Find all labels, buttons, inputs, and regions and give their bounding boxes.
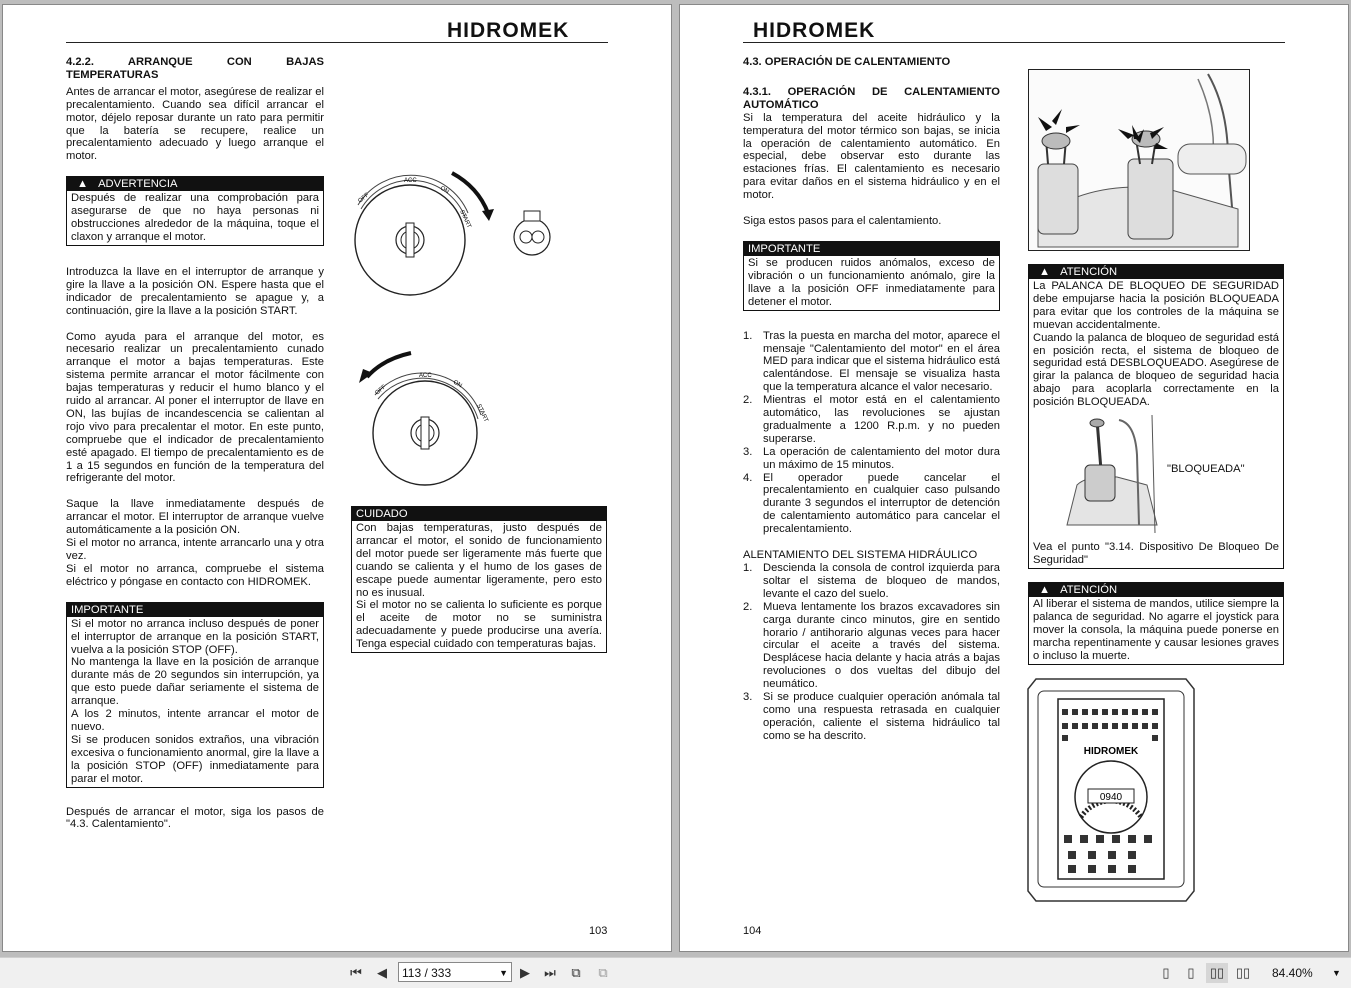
right-text-column bbox=[743, 56, 1000, 756]
atencion-column bbox=[1028, 264, 1284, 678]
rotate-icon[interactable]: ⧉ bbox=[571, 965, 581, 980]
intro-paragraph: Si la temperatura del aceite hidráulico y la temperatura del motor térmico son bajas, se inicia la operación de calentamiento automático. En especial, debe observar esto durante las estaciones frías. El calentamiento es necesario para evitar daños en el sistema hidráulico y en el motor. bbox=[743, 111, 1000, 202]
list-item: 1. Tras la puesta en marcha del motor, aparece el mensaje "Calentamiento del motor" en el área MED para indicar que el sistema hidráulico está calentándose. El mensaje se visualiza hasta que la temperatura alcance el valor necesario. bbox=[743, 329, 1000, 394]
dial-label-on: ON bbox=[452, 379, 463, 390]
display-value-text: 0940 bbox=[1099, 792, 1123, 803]
display-brand-text: HIDROMEK bbox=[1083, 746, 1139, 757]
box-title: ATENCIÓN bbox=[1060, 584, 1118, 596]
section-heading: 4.2.2. ARRANQUE CON BAJAS TEMPERATURAS bbox=[66, 56, 324, 81]
list-item: 1. Descienda la consola de control izquierda para soltar el sistema de bloqueo de mandos, levante el cazo del suelo. bbox=[743, 562, 1000, 600]
header-rule bbox=[66, 42, 608, 43]
dial-label-off: OFF bbox=[374, 384, 388, 397]
zoom-level[interactable]: 84.40% bbox=[1272, 966, 1313, 980]
list-item: 3. Si se produce cualquier operación anómala tal como una respuesta retrasada en cualquier operación, caliente el sistema hidráulico tal como se ha descrito. bbox=[743, 691, 1000, 742]
dial-label-acc: ACC bbox=[404, 178, 417, 184]
section-heading: 4.3. OPERACIÓN DE CALENTAMIENTO bbox=[743, 56, 951, 68]
hidromek-logo: HIDROMEK bbox=[447, 19, 570, 42]
box-line: Con bajas temperaturas, justo después de arrancar el motor, el sonido de funcionamiento del motor puede ser ligeramente más fuerte que cuando se calienta y el humo de los gases de escape puede aumentar ligeramente, pero esto no es inusual. bbox=[356, 522, 602, 599]
page-indicator-text: 113 / 333 bbox=[402, 966, 452, 980]
key-paragraph: Introduzca la llave en el interruptor de arranque y gire la llave a la posición ON. Espere hasta que el indicador de precalentamiento se apague y, a continuación, gire la llave a la posición START. bbox=[66, 265, 324, 317]
single-page-view-icon[interactable]: ▯ bbox=[1162, 965, 1170, 980]
list-item: 4. El operador puede cancelar el precalentamiento en cualquier caso pulsando durante 3 segundos el interruptor de detención de calentamiento automático para cancelar el precalentamiento. bbox=[743, 471, 1000, 536]
box-body: Después de realizar una comprobación para asegurarse de que no haya personas ni obstrucciones alrededor de la máquina, toque el claxon y arranque el motor. bbox=[71, 192, 319, 243]
previous-page-icon[interactable]: ◀ bbox=[377, 965, 387, 980]
release-paragraph: Saque la llave inmediatamente después de arrancar el motor. El interruptor de arranque vuelve automáticamente a la posición ON. bbox=[66, 498, 324, 537]
fit-page-icon[interactable]: ⧉ bbox=[598, 965, 608, 980]
continuous-view-icon[interactable]: ▯ bbox=[1187, 965, 1195, 980]
box-title: ADVERTENCIA bbox=[98, 178, 178, 191]
atencion-joystick-box bbox=[1028, 582, 1284, 665]
key-switch-diagram-start bbox=[348, 165, 558, 305]
warmup-steps bbox=[743, 330, 1000, 537]
next-page-icon[interactable]: ▶ bbox=[520, 965, 530, 980]
first-page-icon[interactable]: ⏮ bbox=[350, 965, 362, 980]
after-start-paragraph: Después de arrancar el motor, siga los pasos de "4.3. Calentamiento". bbox=[66, 805, 324, 831]
contact-paragraph: Si el motor no arranca, compruebe el sistema eléctrico y póngase en contacto con HIDROMEK. bbox=[66, 562, 324, 588]
retry-paragraph: Si el motor no arranca, intente arrancarlo una y otra vez. bbox=[66, 537, 324, 562]
key-switch-diagram-release bbox=[353, 345, 503, 490]
pdf-page-104 bbox=[679, 4, 1349, 952]
hydraulic-heading: ALENTAMIENTO DEL SISTEMA HIDRÁULICO bbox=[743, 549, 978, 562]
page-number-input[interactable] bbox=[398, 962, 512, 982]
warning-icon: ▲ bbox=[1039, 584, 1051, 596]
box-title: IMPORTANTE bbox=[744, 242, 999, 256]
subsection-heading: 4.3.1. OPERACIÓN DE CALENTAMIENTO AUTOMÁTICO bbox=[743, 85, 1000, 111]
list-item: 2. Mientras el motor está en el calentamiento automático, las revoluciones se ajustan gradualmente a 1200 R.p.m. y no pueden superarse. bbox=[743, 394, 1000, 445]
advertencia-box bbox=[66, 176, 324, 246]
safety-lever-photo bbox=[1057, 415, 1162, 533]
pdf-page-103 bbox=[2, 4, 672, 952]
box-line: A los 2 minutos, intente arrancar el motor de nuevo. bbox=[71, 708, 319, 733]
dial-label-start: START bbox=[458, 209, 472, 230]
box-line: No mantenga la llave en la posición de arranque durante más de 20 segundos sin interrupción, ya que esto puede dañar seriamente el sistema de arranque. bbox=[71, 656, 319, 708]
box-line: Si el motor no se calienta lo suficiente es porque el aceite de motor no se suministra adecuadamente y puede producirse una avería. Tenga especial cuidado con temperaturas bajas. bbox=[356, 599, 602, 651]
box-title: IMPORTANTE bbox=[67, 603, 323, 617]
dial-label-acc: ACC bbox=[419, 373, 432, 379]
viewer-toolbar bbox=[0, 957, 1351, 988]
warning-icon: ▲ bbox=[1039, 266, 1051, 278]
importante-box bbox=[66, 602, 324, 788]
list-item: 3. La operación de calentamiento del motor dura un máximo de 15 minutos. bbox=[743, 445, 1000, 471]
box-body: Al liberar el sistema de mandos, utilice siempre la palanca de seguridad. No agarre el joystick para mover la consola, la máquina puede ponerse en marcha repentinamente y causar lesiones graves o incluso la muerte. bbox=[1033, 598, 1279, 662]
warning-icon: ▲ bbox=[77, 178, 89, 191]
box-line: Cuando la palanca de bloqueo de seguridad está en posición recta, el sistema de bloqueo de seguridad está DESBLOQUEADO. Asegúrese de girar la palanca de bloqueo de seguridad hacia abajo para acoplarla correctamente en la posición BLOQUEADA. bbox=[1033, 331, 1279, 409]
box-line: Si el motor no arranca incluso después de poner el interruptor de arranque en la posición START, vuelva a la posición STOP (OFF). bbox=[71, 617, 319, 656]
monitor-display-illustration bbox=[1026, 677, 1196, 903]
header-rule bbox=[743, 42, 1285, 43]
dial-label-on: ON bbox=[439, 185, 450, 196]
dial-label-off: OFF bbox=[357, 192, 371, 205]
cuidado-box bbox=[351, 506, 607, 653]
page-number: 104 bbox=[743, 925, 762, 937]
box-body: Si se producen ruidos anómalos, exceso de vibración o un funcionamiento anómalo, gire la llave a la posición OFF inmediatamente para detener el motor. bbox=[748, 256, 995, 308]
box-line: La PALANCA DE BLOQUEO DE SEGURIDAD debe empujarse hacia la posición BLOQUEADA para evitar que los controles de la máquina se muevan accidentalmente. bbox=[1033, 280, 1279, 331]
zoom-dropdown-icon[interactable]: ▼ bbox=[1332, 968, 1341, 978]
intro-paragraph: Antes de arrancar el motor, asegúrese de realizar el precalentamiento. Cuando sea difícil arrancar el motor, déjelo reposar durante un rato para permitir que la batería se recupere, realice un precalentamiento adecuado y luego arranque el motor. bbox=[66, 85, 324, 163]
box-title: CUIDADO bbox=[352, 507, 606, 521]
bloqueada-label: "BLOQUEADA" bbox=[1167, 463, 1245, 475]
preheat-paragraph: Como ayuda para el arranque del motor, es necesario realizar un precalentamiento cunado arranque el motor a bajas temperaturas. Este sistema permite arrancar el motor fácilmente con bajas temperaturas y reducir el humo blanco y el ruido al arrancar. Al poner el interruptor de llave en ON, las bujías de incandescencia se calientan al rojo vivo para precalentar el motor. En este punto, compruebe que el indicador de precalentamiento esté apagado. El tiempo de precalentamiento es de 1 a 15 segundos en función de la temperatura del refrigerante del motor. bbox=[66, 330, 324, 485]
cuidado-column bbox=[351, 506, 607, 666]
box-line: Si se producen sonidos extraños, una vibración excesiva o funcionamiento anormal, gire la llave a la posición STOP (OFF) inmediatamente para parar el motor. bbox=[71, 733, 319, 785]
last-page-icon[interactable]: ⏭ bbox=[544, 965, 556, 980]
atencion-lock-box bbox=[1028, 264, 1284, 569]
page-number: 103 bbox=[589, 925, 608, 937]
hydraulic-steps bbox=[743, 562, 1000, 743]
chevron-down-icon[interactable]: ▼ bbox=[499, 968, 508, 978]
list-item: 2. Mueva lentamente los brazos excavadores sin carga durante cinco minutos, gire en sentido horario / antihorario algunas veces para hacer circular el aceite a través del sistema. Desplácese hacia delante y hacia atrás a bajas revoluciones o dos vueltas del dibujo del neumático. bbox=[743, 600, 1000, 691]
cabin-controls-photo bbox=[1028, 69, 1250, 251]
dial-label-start: START bbox=[475, 403, 489, 424]
two-page-view-icon[interactable]: ▯▯ bbox=[1206, 963, 1228, 983]
box-title: ATENCIÓN bbox=[1060, 266, 1118, 278]
importante-box bbox=[743, 241, 1000, 311]
hidromek-logo: HIDROMEK bbox=[753, 19, 876, 42]
continuous-two-page-view-icon[interactable]: ▯▯ bbox=[1235, 965, 1251, 980]
left-text-column bbox=[66, 56, 324, 844]
follow-paragraph: Siga estos pasos para el calentamiento. bbox=[743, 215, 942, 228]
see-point-reference: Vea el punto "3.14. Dispositivo De Bloqueo De Seguridad" bbox=[1033, 541, 1279, 566]
